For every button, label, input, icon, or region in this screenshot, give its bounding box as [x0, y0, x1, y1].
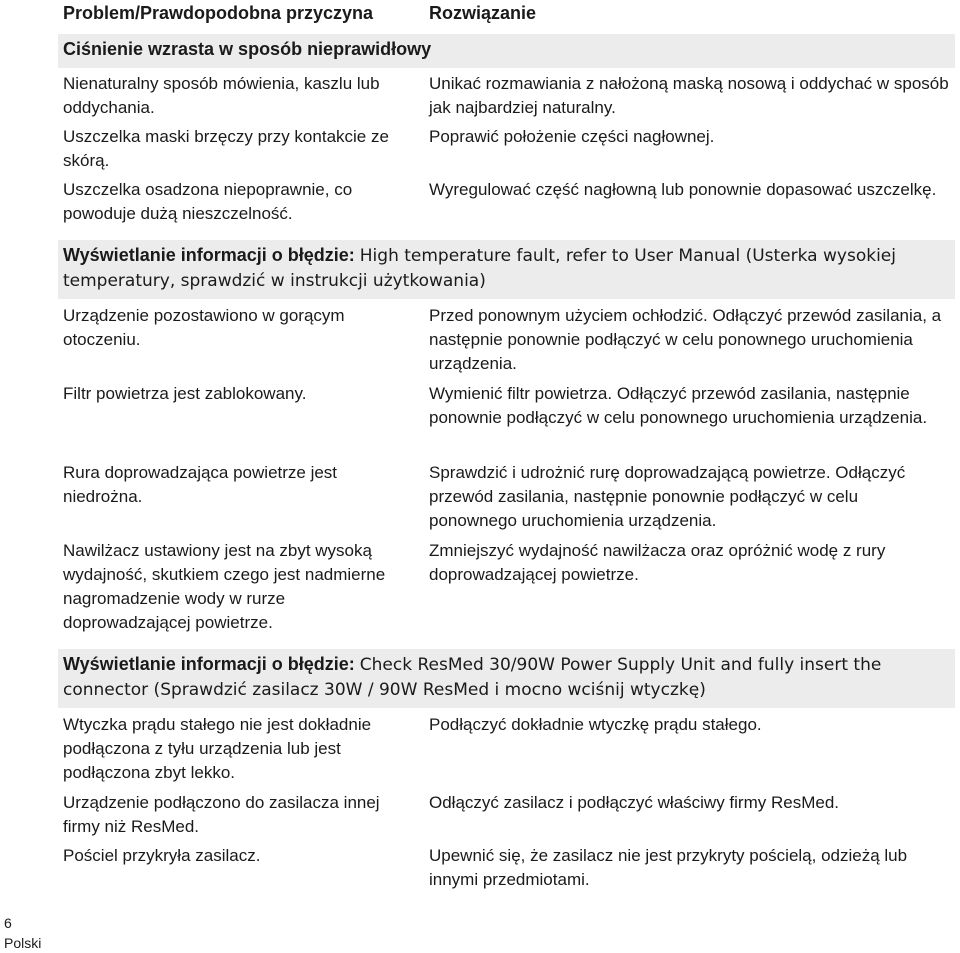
error-label: Wyświetlanie informacji o błędzie: [63, 654, 355, 674]
solution-cell: Wyregulować część nagłowną lub ponownie dopasować uszczelkę. [429, 180, 937, 199]
problem-cell: Filtr powietrza jest zablokowany. [63, 384, 307, 403]
solution-cell: Unikać rozmawiania z nałożoną maską nosową i oddychać w sposób jak najbardziej naturalny. [429, 74, 949, 117]
error-message: Check ResMed 30/90W Power Supply Unit and fully insert the connector (Sprawdzić zasilacz 30W / 90W ResMed i mocno wciśnij wtyczkę) [63, 655, 882, 700]
section-error-high-temperature [58, 240, 955, 299]
section-rows-power-supply [55, 713, 955, 893]
problem-cell: Rura doprowadzająca powietrze jest niedrożna. [63, 463, 338, 506]
page-footer [4, 913, 41, 953]
solution-cell: Upewnić się, że zasilacz nie jest przykryty pościelą, odzieżą lub innymi przedmiotami. [429, 846, 908, 889]
header-problem: Problem/Prawdopodobna przyczyna [63, 3, 374, 23]
section-error-power-supply [58, 649, 955, 708]
section-rows-pressure [55, 72, 955, 240]
solution-cell: Podłączyć dokładnie wtyczkę prądu stałego. [429, 715, 762, 734]
solution-cell: Sprawdzić i udrożnić rurę doprowadzającą powietrze. Odłączyć przewód zasilania, następnie ponownie podłączyć w celu ponownego uruchomienia urządzenia. [429, 463, 906, 530]
problem-cell: Uszczelka osadzona niepoprawnie, co powoduje dużą nieszczelność. [63, 180, 353, 223]
problem-cell: Pościel przykryła zasilacz. [63, 846, 261, 865]
section-rows-high-temperature [55, 304, 955, 649]
problem-cell: Nienaturalny sposób mówienia, kaszlu lub oddychania. [63, 74, 380, 117]
solution-cell: Odłączyć zasilacz i podłączyć właściwy firmy ResMed. [429, 793, 839, 812]
solution-cell: Zmniejszyć wydajność nawilżacza oraz opróżnić wodę z rury doprowadzającej powietrze. [429, 541, 886, 584]
problem-cell: Wtyczka prądu stałego nie jest dokładnie podłączona z tyłu urządzenia lub jest podłączona zbyt lekko. [63, 715, 372, 782]
page-number: 6 [4, 915, 12, 931]
header-solution: Rozwiązanie [429, 3, 537, 23]
error-label: Wyświetlanie informacji o błędzie: [63, 245, 355, 265]
troubleshooting-table [55, 0, 955, 893]
footer-language: Polski [4, 935, 42, 951]
section-title-pressure [58, 34, 955, 68]
problem-cell: Urządzenie podłączono do zasilacza innej firmy niż ResMed. [63, 793, 380, 836]
section-title-text: Ciśnienie wzrasta w sposób nieprawidłowy [63, 39, 432, 59]
solution-cell: Wymienić filtr powietrza. Odłączyć przewód zasilania, następnie ponownie podłączyć w celu ponownego uruchomienia urządzenia. [429, 384, 928, 427]
solution-cell: Przed ponownym użyciem ochłodzić. Odłączyć przewód zasilania, a następnie ponownie podłączyć w celu ponownego uruchomienia urządzenia. [429, 306, 942, 373]
table-header [55, 0, 955, 34]
problem-cell: Uszczelka maski brzęczy przy kontakcie ze skórą. [63, 127, 389, 170]
problem-cell: Urządzenie pozostawiono w gorącym otoczeniu. [63, 306, 345, 349]
problem-cell: Nawilżacz ustawiony jest na zbyt wysoką wydajność, skutkiem czego jest nadmierne nagromadzenie wody w rurze doprowadzającej powietrze. [63, 541, 386, 632]
error-message: High temperature fault, refer to User Manual (Usterka wysokiej temperatury, sprawdzić w instrukcji użytkowania) [63, 246, 896, 291]
solution-cell: Poprawić położenie części nagłownej. [429, 127, 715, 146]
